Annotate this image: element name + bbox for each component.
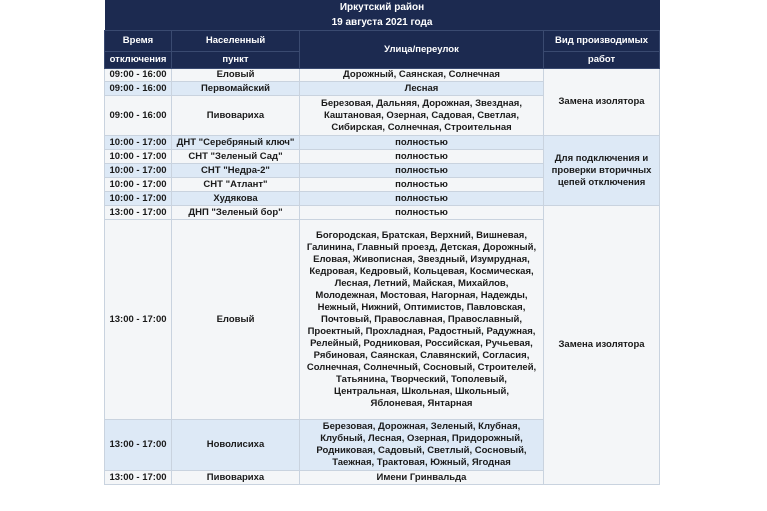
street-line: полностью xyxy=(395,150,448,162)
outage-time: 10:00 - 17:00 xyxy=(105,192,172,206)
street-line: Рябиновая, Саянская, Славянский, Согласия, xyxy=(313,349,530,361)
street-line: Релейный, Родниковая, Российская, Ручьевая, xyxy=(310,337,533,349)
street-line: Дорожный, Саянская, Солнечная xyxy=(343,69,500,80)
settlement-name: Еловый xyxy=(172,69,300,82)
work-type-insulator: Замена изолятора xyxy=(544,69,660,136)
outage-time: 10:00 - 17:00 xyxy=(105,178,172,192)
street-list xyxy=(300,420,544,471)
street-line: Клубный, Лесная, Озерная, Придорожный, xyxy=(320,433,523,444)
street-line: Таежная, Трактовая, Южный, Ягодная xyxy=(332,457,511,468)
street-line: Центральная, Школьная, Школьный, xyxy=(334,385,509,397)
street-list xyxy=(300,178,544,192)
street-list xyxy=(300,206,544,220)
settlement-name: СНТ "Зеленый Сад" xyxy=(172,150,300,164)
settlement-name: Пивовариха xyxy=(172,471,300,485)
street-line: полностью xyxy=(395,206,448,218)
street-line: Березовая, Дорожная, Зеленый, Клубная, xyxy=(322,421,521,432)
outage-table xyxy=(104,0,660,485)
street-list xyxy=(300,69,544,82)
outage-time: 10:00 - 17:00 xyxy=(105,164,172,178)
street-line: Имени Гринвальда xyxy=(376,471,467,483)
table-row xyxy=(105,206,660,220)
street-line: Кедровая, Кедровый, Кольцевая, Космическая, xyxy=(309,265,534,277)
work-type-secondary-circuits: Для подключения и проверки вторичных цепей отключения xyxy=(544,136,660,206)
street-line: Галинина, Главный проезд, Детская, Дорожный, xyxy=(306,241,537,253)
outage-time: 09:00 - 16:00 xyxy=(105,96,172,136)
outage-time: 10:00 - 17:00 xyxy=(105,136,172,150)
header-time-sub: отключения xyxy=(105,52,172,69)
settlement-name: СНТ "Недра-2" xyxy=(172,164,300,178)
street-line: Лесная, Летний, Майская, Михайлов, xyxy=(334,277,509,289)
header-work: Вид производимых xyxy=(544,31,660,52)
street-line: Нежный, Нижний, Оптимистов, Павловская, xyxy=(317,301,526,313)
street-line: Еловая, Живописная, Звездный, Изумрудная, xyxy=(313,253,530,265)
settlement-name: Пивовариха xyxy=(172,96,300,136)
street-line: полностью xyxy=(395,192,448,204)
street-line: Молодежная, Мостовая, Нагорная, Надежды, xyxy=(315,289,528,301)
street-line: Березовая, Дальняя, Дорожная, Звездная, xyxy=(321,97,522,109)
outage-time: 09:00 - 16:00 xyxy=(105,69,172,82)
header-work-sub: работ xyxy=(544,52,660,69)
header-row-top xyxy=(105,31,660,52)
street-list xyxy=(300,150,544,164)
street-list xyxy=(300,136,544,150)
street-line: Почтовый, Православная, Православный, xyxy=(321,313,522,325)
table-row xyxy=(105,69,660,82)
street-list xyxy=(300,192,544,206)
outage-time: 13:00 - 17:00 xyxy=(105,420,172,471)
district-title: Иркутский район xyxy=(105,0,660,15)
street-line: Сибирская, Солнечная, Строительная xyxy=(331,121,512,133)
work-type-insulator: Замена изолятора xyxy=(544,206,660,485)
street-list xyxy=(300,96,544,136)
street-line: полностью xyxy=(395,178,448,190)
outage-time: 13:00 - 17:00 xyxy=(105,471,172,485)
street-list xyxy=(300,82,544,96)
settlement-name: Новолисиха xyxy=(172,420,300,471)
header-place-sub: пункт xyxy=(172,52,300,69)
street-list xyxy=(300,164,544,178)
table-body xyxy=(105,69,660,485)
settlement-name: Худякова xyxy=(172,192,300,206)
outage-schedule-sheet xyxy=(104,0,659,485)
header-place: Населенный xyxy=(172,31,300,52)
settlement-name: Еловый xyxy=(172,220,300,420)
date-row xyxy=(105,15,660,31)
street-line: Проектный, Прохладная, Радостный, Радужная, xyxy=(307,325,536,337)
outage-time: 13:00 - 17:00 xyxy=(105,206,172,220)
settlement-name: ДНП "Зеленый бор" xyxy=(172,206,300,220)
street-line: полностью xyxy=(395,164,448,176)
street-line: Яблоневая, Янтарная xyxy=(370,397,473,409)
outage-time: 13:00 - 17:00 xyxy=(105,220,172,420)
street-line: полностью xyxy=(395,136,448,148)
street-line: Каштановая, Озерная, Садовая, Светлая, xyxy=(323,109,519,121)
header-street: Улица/переулок xyxy=(300,31,544,69)
street-line: Родниковая, Садовый, Светлый, Сосновый, xyxy=(316,445,527,456)
street-list xyxy=(300,220,544,420)
settlement-name: Первомайский xyxy=(172,82,300,96)
outage-time: 10:00 - 17:00 xyxy=(105,150,172,164)
header-time: Время xyxy=(105,31,172,52)
table-row xyxy=(105,136,660,150)
outage-time: 09:00 - 16:00 xyxy=(105,82,172,96)
street-list xyxy=(300,471,544,485)
title-row xyxy=(105,0,660,15)
street-line: Богородская, Братская, Верхний, Вишневая, xyxy=(315,229,527,241)
date-title: 19 августа 2021 года xyxy=(105,15,660,31)
street-line: Татьянина, Творческий, Тополевый, xyxy=(336,373,507,385)
settlement-name: СНТ "Атлант" xyxy=(172,178,300,192)
settlement-name: ДНТ "Серебряный ключ" xyxy=(172,136,300,150)
street-line: Лесная xyxy=(404,82,439,94)
street-line: Солнечная, Солнечный, Сосновый, Строителей, xyxy=(306,361,537,373)
